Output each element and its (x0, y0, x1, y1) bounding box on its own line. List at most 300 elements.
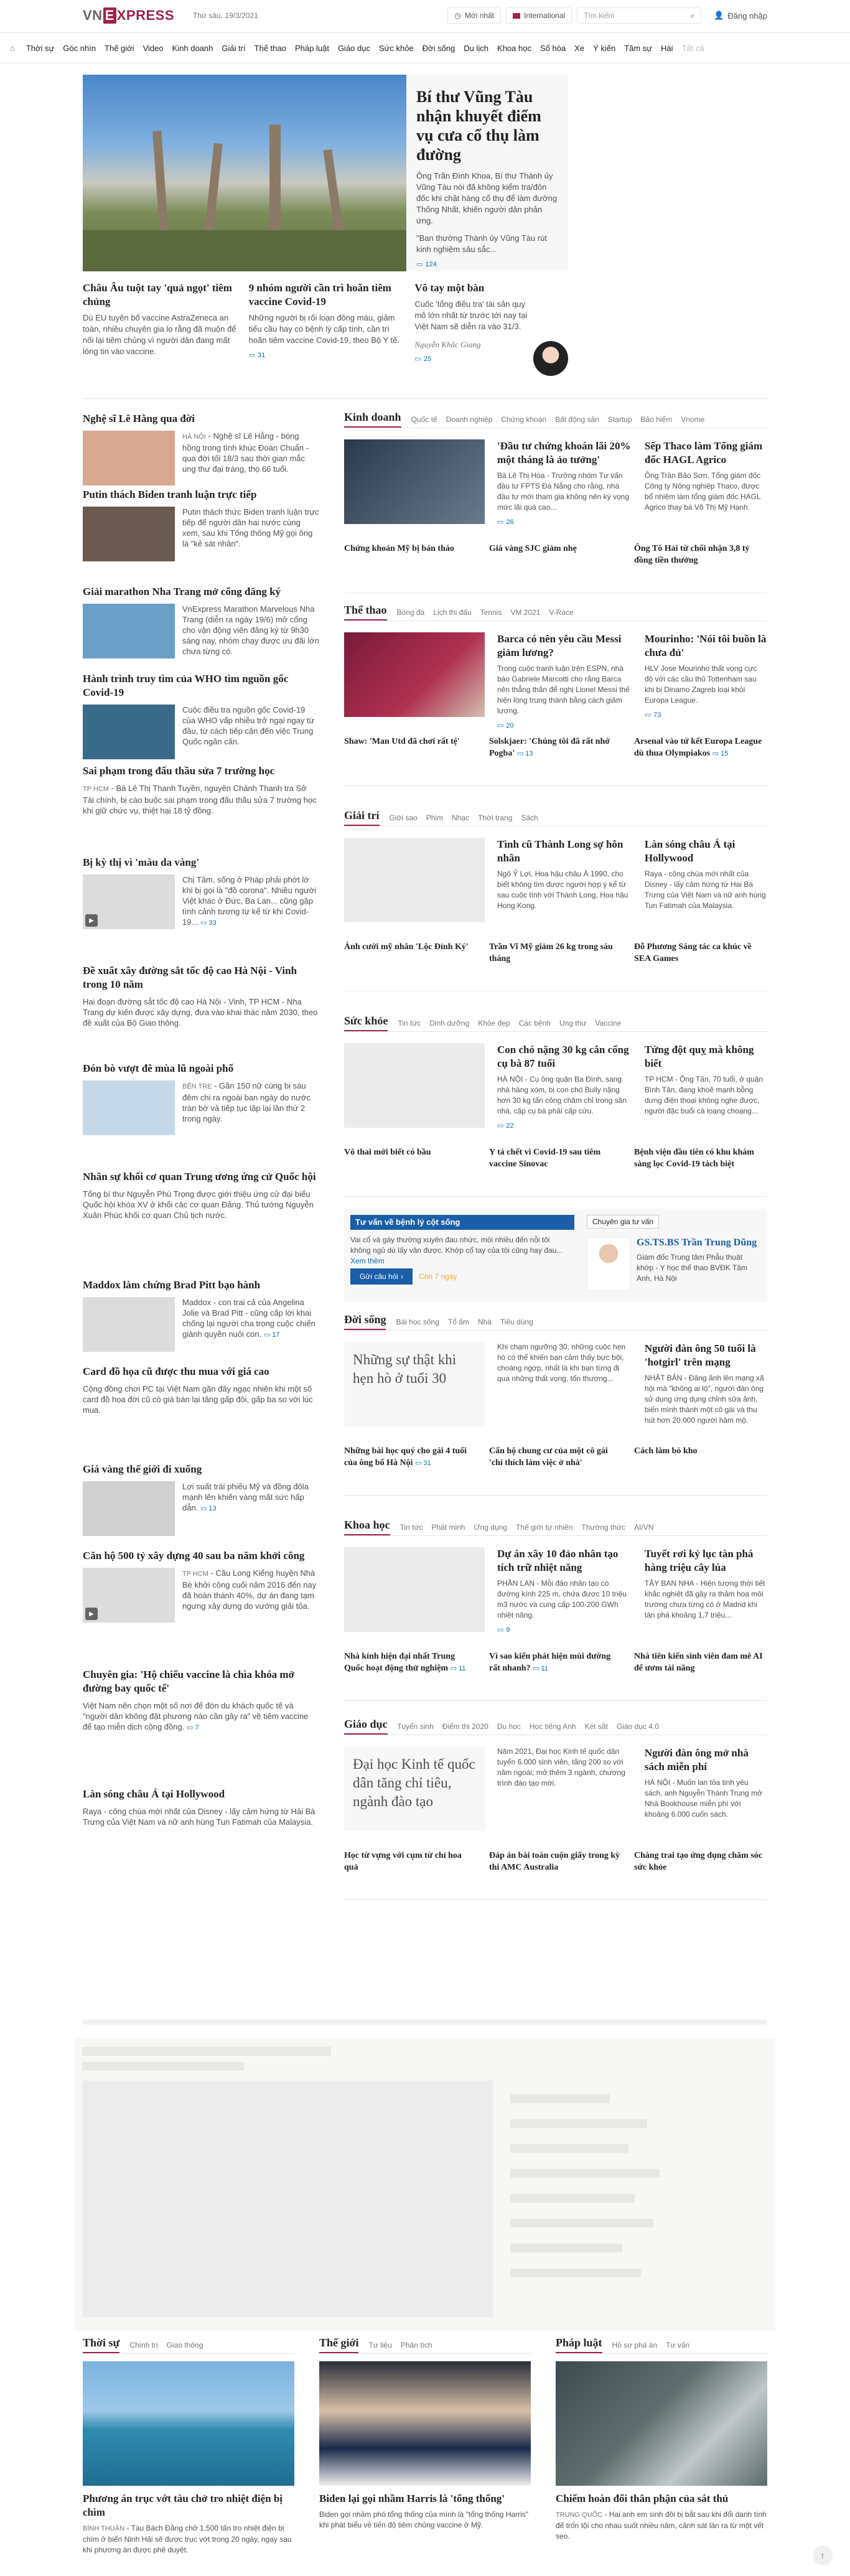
section-header-giaoduc (344, 1719, 767, 1735)
comment-icon: ▭ (200, 1504, 207, 1512)
section-title[interactable]: Giải trí (344, 809, 380, 826)
section-tab[interactable]: Tin tức (398, 1019, 421, 1028)
play-icon: ▶ (85, 914, 98, 927)
section-side-article[interactable]: Làn sóng châu Á tại Hollywood Raya - công chúa mới nhất của Disney - lấy cảm hứng từ Hai Bà Trưng của Việt Nam và nữ anh hùng Tun Fatimah của Malaysia. (645, 838, 767, 922)
bottom-section (556, 2338, 767, 2555)
section-link[interactable]: Bệnh viện đầu tiên có khu khám sàng lọc Covid-19 tách biệt (634, 1148, 754, 1169)
news-item[interactable] (83, 1062, 319, 1135)
consultation-title[interactable]: Tư vấn về bệnh lý cột sống (350, 1215, 574, 1230)
nav-item[interactable]: Sức khỏe (378, 43, 414, 53)
news-item[interactable] (83, 1278, 319, 1352)
comment-count[interactable]: ▭ 124 (416, 260, 437, 268)
section-tab[interactable]: Giao thông (166, 2341, 203, 2349)
section-link[interactable]: Nhà tiên kiến sinh viên đam mê AI để ươm tài năng (634, 1652, 763, 1673)
news-desc: Tổng bí thư Nguyễn Phú Trọng được giới thiệu ứng cử đại biểu Quốc hội khóa XV ở khối các cơ quan Đảng. Thủ tướng Nguyễn Xuân Phúc khối cơ quan Chủ tịch nước. (83, 1189, 314, 1220)
section-title[interactable]: Kinh doanh (344, 411, 401, 428)
news-item[interactable] (83, 488, 319, 561)
comment-icon: ▭ (533, 1665, 539, 1672)
news-item[interactable] (83, 1787, 319, 1827)
section-header-kinhdoanh (344, 412, 767, 428)
section-side-title[interactable]: Tuyết rơi kỷ lục tàn phá hàng triệu cây lúa (644, 1548, 754, 1573)
news-item[interactable] (83, 964, 319, 1028)
comment-count[interactable]: ▭ 31 (414, 1459, 431, 1467)
section-link[interactable]: Đỗ Phương Sáng tác ca khúc về SEA Games (634, 942, 752, 963)
bottom-sections (83, 2338, 767, 2555)
news-thumbnail[interactable] (83, 1297, 175, 1352)
section-side-title[interactable]: Làn sóng châu Á tại Hollywood (644, 838, 736, 864)
section-link[interactable]: Shaw: 'Man Utd đã chơi rất tệ' (344, 737, 460, 746)
section-body-giaitri (344, 838, 767, 922)
section-link[interactable]: Cách làm bò kho (634, 1446, 698, 1456)
comment-count[interactable]: ▭ 31 (248, 351, 266, 359)
vnexpress-logo[interactable]: VN E XPRESS (83, 7, 175, 23)
section-body-giaoduc (344, 1746, 767, 1831)
news-desc: Cuộc điều tra nguồn gốc Covid-19 của WHO vấp nhiều trở ngại ngay từ đầu, từ cách tiếp cận đến việc Trung Quốc ngăn cản. (182, 705, 315, 746)
comment-count[interactable]: ▭ 17 (263, 1331, 280, 1339)
home-icon[interactable]: ⌂ (10, 43, 15, 53)
comment-icon: ▭ (497, 518, 504, 526)
news-desc: Việt Nam nên chọn một số nơi để đón du khách quốc tế và "người dân không đặt phương nào cần gây ra" về tiêm vaccine để tạo miễn dịch cộng đồng. ▭ 7 (83, 1701, 309, 1732)
section-main-article[interactable]: Khi chạm ngưỡng 30, những cuộc hẹn hò có thể khiến bạn cảm thấy bực bội, choáng ngợp, nhất là khi bạn từng đi qua những thất vọng, tổn thương... (497, 1342, 626, 1383)
section-main-article[interactable]: Dự án xây 10 đảo nhân tạo tích trữ nhiệt năng PHẦN LAN - Mỗi đảo nhân tạo có đường kính 225 m, chứa được 10 triệu m3 nước và cung cấp 100-200 GWh nhiệt năng. ▭ 9 (497, 1547, 632, 1634)
section-links-thethao (344, 736, 767, 760)
news-desc: Lợi suất trái phiếu Mỹ và đồng đôla mạnh lên khiến vàng mất sức hấp dẫn. ▭ 13 (182, 1481, 309, 1512)
comment-icon: ▭ (414, 355, 421, 363)
section-tab[interactable]: Chính trị (129, 2341, 158, 2349)
comment-icon: ▭ (497, 1626, 504, 1634)
hero-image[interactable] (83, 75, 406, 271)
section-main-title[interactable]: Phương án trục vớt tàu chở tro nhiệt điện bị chìm (83, 2493, 283, 2518)
section-image[interactable] (319, 2361, 531, 2486)
news-item[interactable] (83, 856, 319, 929)
news-title[interactable]: Putin thách Biden tranh luận trực tiếp (83, 488, 257, 500)
author-name[interactable]: Nguyễn Khắc Giang (414, 340, 481, 349)
comment-count[interactable]: ▭ 15 (712, 750, 729, 757)
section-side-article[interactable]: Mourinho: 'Nói tôi buồn là chưa đủ' HLV Jose Mourinho thất vọng cực độ với các cầu thủ Tottenham sau khi bị Dinamo Zagreb loại khỏi Europa League. ▭ 73 (644, 633, 767, 719)
section-quote-box[interactable]: Đại học Kinh tế quốc dân tăng chỉ tiêu, ngành đào tạo (344, 1746, 485, 1831)
section-tab[interactable]: Điểm thi 2020 (442, 1722, 488, 1731)
section-tab[interactable]: Các bệnh (518, 1019, 551, 1028)
news-thumbnail[interactable] (83, 431, 175, 485)
news-desc: Maddox - con trai cả của Angelina Jolie và Brad Pitt - cũng cấp lời khai chống lại người cha trong cuộc chiến giành quyền nuôi con. ▭ 17 (182, 1298, 315, 1339)
section-link[interactable]: Chứng khoán Mỹ bị bán tháo (344, 544, 454, 553)
comment-icon: ▭ (263, 1331, 271, 1339)
section-title[interactable]: Thế giới (319, 2336, 358, 2353)
section-side-article[interactable]: Tuyết rơi kỷ lục tàn phá hàng triệu cây lúa TÂY BAN NHA - Hiện tượng thời tiết khắc nghiệt đã gây ra thảm hoạ môi trường chưa từng có ở Madrid khi tàn phá khoảng 1,7 triệu... (645, 1547, 767, 1634)
ask-question-button[interactable]: Gửi câu hỏi › (350, 1268, 413, 1285)
sub-article[interactable] (249, 281, 403, 363)
chevron-right-icon: › (401, 1272, 404, 1281)
news-item[interactable] (83, 764, 319, 816)
section-links-kinhdoanh (344, 543, 767, 566)
news-title[interactable]: Hành trình truy tìm của WHO tìm nguồn gốc Covid-19 (83, 672, 289, 698)
news-thumbnail[interactable] (83, 1481, 175, 1536)
section-links-giaitri (344, 941, 767, 965)
section-link[interactable]: Học từ vựng với cụm từ chỉ hoa quả (344, 1851, 462, 1872)
news-title[interactable]: Đón bò vượt đê mùa lũ ngoài phố (83, 1062, 234, 1074)
section-tab[interactable]: Bảo hiểm (640, 415, 673, 424)
days-remaining: Còn 7 ngày (419, 1272, 457, 1281)
news-desc: Raya - công chúa mới nhất của Disney - lấy cảm hứng từ Hải Bà Trưng của Việt Nam và nữ anh hùng Tun Fatimah của Malaysia. (83, 1806, 315, 1827)
section-link[interactable]: Y tá chết vì Covid-19 sau tiêm vaccine Sinovac (489, 1148, 601, 1169)
news-thumbnail[interactable] (83, 705, 175, 759)
news-thumbnail[interactable] (83, 874, 175, 929)
consultation-box (344, 1209, 767, 1302)
bottom-section (83, 2338, 294, 2555)
section-tab[interactable]: V-Race (549, 608, 574, 617)
section-link[interactable]: Nhà kính hiện đại nhất Trung Quốc hoạt động thử nghiệm ▭ 11 (344, 1652, 466, 1673)
author-avatar (533, 341, 568, 376)
comment-count[interactable]: ▭ 11 (533, 1665, 548, 1672)
section-main-desc: BÌNH THUẬN - Tàu Bách Đằng chở 1.500 tấn tro nhiệt điện bị chìm ở biển Ninh Hải sẽ được trục vớt trong 20 ngày, ngay sau khi phương án được phê duyệt. (83, 2524, 292, 2554)
nav-item[interactable]: Kinh doanh (172, 43, 213, 53)
nav-item[interactable]: Thể thao (254, 43, 286, 53)
section-tab[interactable]: Startup (607, 415, 632, 424)
news-thumbnail[interactable] (83, 1080, 175, 1135)
comment-count[interactable]: ▭ 25 (414, 355, 431, 363)
comment-icon: ▭ (186, 1724, 194, 1732)
news-location: BẾN TRE (182, 1083, 212, 1090)
opinion-article[interactable] (414, 281, 568, 363)
section-main-title[interactable]: Dự án xây 10 đảo nhân tạo tích trữ nhiệt năng (497, 1548, 619, 1573)
section-tab[interactable]: Tuyển sinh (397, 1722, 434, 1731)
section-main-article[interactable]: Năm 2021, Đại học Kinh tế quốc dân tuyển 6.000 sinh viên, tăng 200 so với năm ngoái; mở thêm 3 ngành, chương trình đào tạo mới. (497, 1747, 625, 1787)
section-image[interactable] (344, 838, 485, 922)
section-side-title[interactable]: Người đàn ông 50 tuổi là 'hotgirl' trên mạng (644, 1342, 756, 1368)
news-item[interactable] (83, 1365, 319, 1415)
bottom-section (319, 2338, 531, 2555)
header-date: Thứ sáu, 19/3/2021 (193, 11, 258, 20)
section-tab[interactable]: Tổ ấm (447, 1318, 469, 1326)
news-item[interactable] (83, 1463, 319, 1536)
news-title[interactable]: Làn sóng châu Á tại Hollywood (83, 1787, 225, 1800)
section-image[interactable] (344, 632, 485, 717)
section-main-article[interactable]: Tình cũ Thành Long sợ hôn nhân Ngô Ỷ Lợi, Hoa hậu châu Á 1990, cho biết không tìm được người hợp ý kể từ sau cuộc tình với Thành Long, Hoa hậu Hong Kong. (497, 838, 632, 922)
sub-article-desc: Dù EU tuyên bố vaccine AstraZeneca an toàn, nhiều chuyên gia lo rằng đã muộn để nối lại tiêm chủng vì người dân đang mất lòng tin vào vaccine. (83, 313, 236, 356)
comment-count[interactable]: ▭ 26 (497, 518, 514, 526)
section-main-desc: TRUNG QUỐC - Hai anh em sinh đôi bị bắt sau khi đổi danh tính để trốn tội cho nhau suốt nhiều năm, cảnh sát lần ra từ một vết sẹo. (556, 2510, 767, 2541)
news-title[interactable]: Giải marathon Nha Trang mở cổng đăng ký (83, 586, 281, 598)
nav-all[interactable]: Tất cả (681, 43, 704, 53)
view-more-link[interactable]: Xem thêm (350, 1257, 385, 1265)
section-side-title[interactable]: Tứng đột quỵ mà không biết (644, 1044, 754, 1069)
expert-photo (587, 1237, 630, 1291)
section-header-doisong (344, 1314, 767, 1331)
sub-article-desc: Cuốc 'tổng điều tra' tài sản quy mô lớn nhất từ trước tới nay tại Việt Nam sẽ diễn ra vào 31/3. (414, 299, 528, 331)
section-side-article[interactable]: Người đàn ông 50 tuổi là 'hotgirl' trên mạng NHẬT BẢN - Đăng ảnh lên mạng xã hội mà "không ai lộ", người đàn ông sử dụng ứng dụng chỉnh sửa ảnh, biến mình thành một cô gái và thu hút hơn 20.000 người hâm mộ. (645, 1342, 767, 1426)
expert-desc: Giám đốc Trung tâm Phẫu thuật khớp - Y học thể thao BVĐK Tâm Anh, Hà Nội (637, 1253, 747, 1283)
news-desc: Hai đoạn đường sắt tốc độ cao Hà Nội - Vinh, TP HCM - Nha Trang dự kiến được xây dựng, đưa vào khai thác năm 2030, theo đề xuất của Bộ Giao thông. (83, 997, 318, 1028)
section-tab[interactable]: Bóng đá (396, 608, 425, 617)
section-tab[interactable]: Dinh dưỡng (429, 1019, 470, 1028)
hero-text (406, 75, 568, 271)
section-tab[interactable]: Chứng khoán (501, 415, 547, 424)
section-tab[interactable]: Học tiếng Anh (529, 1722, 576, 1731)
section-main-title[interactable]: Barca có nên yêu cầu Messi giảm lương? (497, 633, 622, 658)
comment-icon: ▭ (248, 352, 256, 359)
section-main-title[interactable]: Chiếm hoàn đổi thân phận của sát thủ (556, 2493, 729, 2504)
section-main-title[interactable]: Biden lại gọi nhầm Harris là 'tổng thống' (319, 2493, 505, 2504)
section-tab[interactable]: Giới sao (389, 813, 418, 822)
search-input[interactable]: Tìm kiếm ⌕ (577, 7, 701, 24)
section-tab[interactable]: Thường thức (581, 1523, 626, 1532)
section-tab[interactable]: Bài học sống (396, 1318, 439, 1326)
section-tab[interactable]: Phim (426, 813, 444, 822)
international-button[interactable]: International (506, 7, 572, 24)
news-title[interactable]: Maddox làm chứng Brad Pitt bạo hành (83, 1279, 261, 1291)
comment-count[interactable]: ▭ 13 (516, 750, 533, 757)
section-title[interactable]: Khoa học (344, 1519, 390, 1535)
section-body-thethao (344, 632, 767, 729)
nav-item[interactable]: Giáo dục (337, 43, 370, 53)
section-tab[interactable]: Hồ sơ phá án (612, 2341, 658, 2349)
news-location: TP HCM (83, 785, 109, 793)
section-side-article[interactable]: Sếp Thaco làm Tổng giám đốc HAGL Agrico Ông Trần Bảo Sơn, Tổng giám đốc Công ty Nông nghiệp Thaco, được bổ nhiệm làm tổng giám đốc HAGL Agrico thay bà Võ Thị Mỹ Hạnh. (645, 439, 767, 526)
section-link[interactable]: Đáp án bài toán cuộn giấy trong kỳ thi AMC Australia (489, 1851, 620, 1872)
section-tab[interactable]: Két sắt (584, 1722, 608, 1731)
section-tab[interactable]: Tư vấn (666, 2341, 690, 2349)
sub-article-title[interactable]: 9 nhóm người cần trì hoãn tiêm vaccine Covid-19 (248, 282, 391, 307)
section-link[interactable]: Solskjaer: 'Chúng tôi đã rất nhớ Pogba' ▭ 13 (489, 737, 610, 758)
news-desc: TP HCM - Cầu Long Kiểng huyện Nhà Bè khởi công cuối năm 2016 đến nay đã hoàn thành 40%, dự án đang tạm ngưng xây dựng do vướng giải tỏa. (182, 1568, 317, 1611)
section-header-khoahoc (344, 1520, 767, 1536)
comment-icon: ▭ (416, 261, 423, 268)
section-side-title[interactable]: Mourinho: 'Nói tôi buồn là chưa đủ' (644, 633, 767, 658)
nav-item[interactable]: Thế giới (105, 43, 134, 53)
news-title[interactable]: Sai phạm trong đấu thầu sửa 7 trường học (83, 764, 275, 777)
section-tab[interactable]: Doanh nghiệp (446, 415, 493, 424)
section-body-kinhdoanh (344, 439, 767, 526)
news-location: TP HCM (182, 1570, 208, 1578)
section-link[interactable]: Giá vàng SJC giảm nhẹ (489, 544, 577, 553)
nav-item[interactable]: Số hóa (539, 43, 566, 53)
search-icon[interactable]: ⌕ (690, 11, 695, 20)
section-tab[interactable]: Khỏe đẹp (478, 1019, 510, 1028)
section-link[interactable]: Arsenal vào tứ kết Europa League dù thua Olympiakos ▭ 15 (634, 737, 762, 758)
news-thumbnail[interactable] (83, 507, 175, 561)
expert-info (637, 1237, 761, 1284)
section-image[interactable] (344, 1547, 485, 1632)
hero-article[interactable] (83, 75, 568, 271)
section-link[interactable]: Chàng trai tạo ứng dụng chăm sóc sức khỏe (634, 1851, 762, 1872)
section-body-khoahoc (344, 1547, 767, 1634)
section-tab[interactable]: Lịch thi đấu (433, 608, 472, 617)
nav-item[interactable]: Hài (661, 43, 673, 53)
expert-name[interactable]: GS.TS.BS Trần Trung Dũng (637, 1237, 757, 1248)
section-links-khoahoc (344, 1651, 767, 1675)
nav-item[interactable]: Xe (574, 43, 585, 53)
news-title[interactable]: Nhân sự khối cơ quan Trung ương ứng cử Quốc hội (83, 1171, 316, 1183)
section-link[interactable]: Trần Vĩ Mỹ giảm 26 kg trong sáu tháng (489, 942, 613, 963)
nav-item[interactable]: Tâm sự (624, 43, 653, 53)
clock-icon: ◷ (454, 11, 461, 20)
section-side-title[interactable]: Người đàn ông mở nhà sách miễn phí (644, 1747, 749, 1773)
section-tab[interactable]: Tin tức (399, 1523, 423, 1532)
section-link[interactable]: Ảnh cưới mỹ nhân 'Lộc Đỉnh Ký' (344, 942, 469, 952)
news-item[interactable] (83, 672, 319, 759)
consultation-desc: Vai cổ và gáy thường xuyên đau nhức, mỏi nhiều đến nỗi tôi không ngủ dù lấy vân được. Khớp cổ tay của tôi cũng hay đau... Xem thêm (350, 1235, 563, 1265)
section-main-desc: Biden gọi nhầm phó tổng thống của mình là "tổng thống Harris" khi phát biểu về tiến độ tiêm chủng vaccine ở Mỹ. (319, 2510, 529, 2529)
section-link[interactable]: Vô thai mới biết có bầu (344, 1148, 431, 1157)
section-main-title[interactable]: Tình cũ Thành Long sợ hôn nhân (497, 838, 623, 864)
section-tab[interactable]: Vaccine (595, 1019, 622, 1028)
news-desc: Putin thách thức Biden tranh luận trực tiếp để người dân hai nước cùng xem, sau khi Tổng thống Mỹ gọi ông là "kẻ sát nhân". (182, 507, 319, 548)
news-item[interactable] (83, 1549, 319, 1623)
section-tab[interactable]: Thời trang (478, 813, 513, 822)
section-tab[interactable]: Quốc tế (411, 415, 437, 424)
nav-item[interactable]: Video (142, 43, 164, 53)
section-side-title[interactable]: Sếp Thaco làm Tổng giám đốc HAGL Agrico (644, 440, 763, 466)
news-thumbnail[interactable] (83, 1568, 175, 1623)
section-quote-box[interactable]: Những sự thật khi hẹn hò ở tuổi 30 (344, 1342, 485, 1426)
comment-count[interactable]: ▭ 13 (200, 1504, 217, 1512)
comment-icon: ▭ (712, 750, 719, 757)
news-title[interactable]: Căn hộ 500 tỷ xây dựng 40 sau ba năm khởi công (83, 1550, 305, 1562)
comment-icon: ▭ (644, 711, 652, 719)
news-desc: VnExpress Marathon Marvelous Nha Trang (diễn ra ngày 19/6) mở cổng cho vận động viên đăng ký từ 9h30 sáng nay, nhóm chạy được ưu đãi lớn chưa từng có. (182, 604, 319, 657)
section-tab[interactable]: Thế giới tự nhiên (516, 1523, 573, 1532)
section-links-suckhoe (344, 1146, 767, 1170)
section-tab[interactable]: Phân tích (400, 2341, 432, 2349)
comment-icon: ▭ (516, 750, 524, 757)
nav-item[interactable]: Góc nhìn (63, 43, 96, 53)
comment-count[interactable]: ▭ 33 (200, 919, 217, 927)
section-side-article[interactable]: Tứng đột quỵ mà không biết TP HCM - Ông Tấn, 70 tuổi, ở quận Bình Tân, đang khoẻ mạnh bỗng dưng điện thoại không nghe được, người đặc buổi cà loạng choạng... (645, 1043, 767, 1130)
section-link[interactable]: Vì sao kiến phát hiện mùi đường rất nhanh? ▭ 11 (489, 1652, 611, 1673)
section-tab[interactable]: Tennis (480, 608, 502, 617)
comment-count[interactable]: ▭ 73 (644, 711, 661, 719)
play-icon: ▶ (85, 1608, 98, 1620)
news-desc: HÀ NỘI - Nghệ sĩ Lê Hằng - bóng hồng trong tình khúc Đoàn Chuẩn - qua đời tối 18/3 sau thời gian mắc ung thư đại tràng, thọ 66 tuổi. (182, 431, 309, 474)
comment-icon: ▭ (200, 919, 207, 927)
section-image[interactable] (83, 2361, 294, 2486)
comment-count[interactable]: ▭ 7 (186, 1724, 199, 1732)
section-tab[interactable]: Ứng dụng (474, 1523, 508, 1532)
section-link[interactable]: Ông Tô Hải từ chối nhận 3,8 tỷ đồng tiền thưởng (634, 544, 750, 565)
section-image[interactable] (344, 1043, 485, 1128)
comment-icon: ▭ (497, 722, 504, 729)
news-title[interactable]: Chuyên gia: 'Hộ chiếu vaccine là chìa khóa mở đường bay quốc tế' (83, 1669, 294, 1695)
news-thumbnail[interactable] (83, 604, 175, 658)
comment-icon: ▭ (497, 1122, 504, 1130)
section-main-article[interactable]: Barca có nên yêu cầu Messi giảm lương? Trong cuộc tranh luận trên ESPN, nhà báo Gabriele Marcotti cho rằng Barca nên thẳng thắn để nghị Lionel Messi thế hiện lòng trung thành bằng cách giảm lương. ▭ 20 (497, 632, 632, 729)
comment-count[interactable]: ▭ 20 (497, 721, 514, 729)
comment-icon: ▭ (450, 1665, 457, 1672)
nav-item[interactable]: Thời sự (26, 43, 55, 53)
section-tab[interactable]: Vnome (681, 415, 705, 424)
sub-article[interactable] (83, 281, 236, 363)
news-title[interactable]: Card đồ họa cũ được thu mua với giá cao (83, 1365, 269, 1378)
placeholder-image (82, 2081, 493, 2317)
flag-icon (513, 13, 520, 19)
nav-item[interactable]: Du lịch (464, 43, 489, 53)
news-item[interactable] (83, 1170, 319, 1220)
top-header (0, 0, 850, 32)
section-link[interactable]: Cấn hộ chung cư của một cô gái 'chỉ thích làm việc ở nhà' (489, 1446, 608, 1468)
expert-label: Chuyên gia tư vấn (587, 1215, 659, 1229)
sub-article-title[interactable]: Châu Âu tuột tay 'quả ngọt' tiêm chủng (83, 282, 232, 307)
section-main-article[interactable]: Con chó nặng 30 kg cắn cổng cụ bà 87 tuổi HÀ NỘI - Cụ ông quận Ba Đình, sang nhà hàng xóm, bị con chó Bully nặng hơn 30 kg tấn công chăm chỉ trong sân nhà, cặp cụ bà phải cấp cứu. ▭ 22 (497, 1043, 632, 1130)
section-header-thethao (344, 605, 767, 621)
section-image[interactable] (344, 439, 485, 524)
news-title[interactable]: Nghệ sĩ Lê Hằng qua đời (83, 413, 195, 424)
arrow-up-icon: ↑ (820, 2550, 825, 2560)
section-tab[interactable]: Giáo dục 4.0 (616, 1722, 659, 1731)
news-title[interactable]: Đề xuất xây đường sắt tốc độ cao Hà Nội - Vinh trong 10 năm (83, 965, 297, 991)
section-links-giaoduc (344, 1850, 767, 1873)
comment-count[interactable]: ▭ 11 (450, 1665, 466, 1672)
news-desc: BẾN TRE - Gần 150 nữ cùng bị sáu đêm chi ra ngoài ban ngày do nước tràn bờ và tiếp tục lập lại lần thứ 2 trong ngày. (182, 1081, 311, 1123)
nav-item[interactable]: Pháp luật (295, 43, 329, 53)
section-main-article[interactable]: 'Đầu tư chứng khoán lãi 20% một tháng là ảo tưởng' Bà Lê Thị Hòa - Trưởng nhóm Tư vấn đầu tư FPTS Đà Nẵng cho rằng, nhà đầu tư mới tham gia không nên kỳ vọng mức lãi quá cao... ▭ 26 (497, 439, 632, 526)
section-tab[interactable]: Phát minh (431, 1523, 465, 1532)
comment-icon: ▭ (414, 1459, 422, 1467)
section-tab[interactable]: Du học (497, 1722, 521, 1731)
section-header-suckhoe (344, 1016, 767, 1032)
section-tab[interactable]: Ung thư (559, 1019, 587, 1028)
section-image[interactable] (556, 2361, 767, 2486)
section-main-title[interactable]: 'Đầu tư chứng khoán lãi 20% một tháng là ảo tưởng' (497, 440, 631, 466)
section-tab[interactable]: Nhà (477, 1318, 492, 1326)
section-main-title[interactable]: Con chó nặng 30 kg cắn cổng cụ bà 87 tuổi (497, 1044, 629, 1069)
section-tab[interactable]: AI/VN (634, 1523, 654, 1532)
nav-item[interactable]: Ý kiến (593, 43, 616, 53)
section-tab[interactable]: Tiêu dùng (500, 1318, 533, 1326)
news-item[interactable] (83, 585, 319, 658)
section-title[interactable]: Giáo dục (344, 1718, 388, 1735)
news-desc: Cộng đồng chơi PC tại Việt Nam gần đây ngạc nhiên khi một số card đồ họa đời cũ có giá bán lại tăng gấp đôi, gấp ba so với lúc mua. (83, 1384, 313, 1415)
news-location: HÀ NỘI (182, 433, 206, 441)
section-tab[interactable]: Sách (521, 813, 538, 822)
section-title[interactable]: Thể thao (344, 604, 387, 621)
news-title[interactable]: Bị kỳ thị vì 'màu da vàng' (83, 856, 200, 869)
news-title[interactable]: Giá vàng thế giới đi xuống (83, 1463, 202, 1475)
latest-news-button[interactable]: ◷ Mới nhất (447, 7, 501, 24)
section-header-giaitri (344, 810, 767, 827)
section-side-article[interactable]: Người đàn ông mở nhà sách miễn phí HÀ NỘI - Muốn lan tỏa tinh yêu sách, anh Nguyễn Thành Trung mở Nhà Bookhouse miễn phí với khoảng 6.000 cuốn sách. (645, 1746, 767, 1831)
hero-quote: "Ban thường Thành ủy Vũng Tàu rút kinh nghiệm sâu sắc... (416, 233, 547, 254)
section-title[interactable]: Pháp luật (556, 2336, 602, 2353)
hero-title[interactable]: Bí thư Vũng Tàu nhận khuyết điểm vụ cưa cổ thụ làm đường (416, 88, 541, 164)
section-link[interactable]: Những bài học quý cho gái 4 tuổi của ông bố Hà Nội ▭ 31 (344, 1446, 467, 1468)
nav-item[interactable]: Khoa học (497, 43, 531, 53)
section-tab[interactable]: Tư liệu (368, 2341, 392, 2349)
section-body-doisong (344, 1342, 767, 1426)
news-item[interactable] (83, 1668, 319, 1733)
nav-item[interactable]: Đời sống (422, 43, 455, 53)
sub-article-title[interactable]: Vô tay một bàn (414, 282, 485, 294)
user-icon: 👤 (714, 11, 724, 20)
section-title[interactable]: Sức khỏe (344, 1014, 388, 1031)
hero-desc: Ông Trần Đình Khoa, Bí thư Thành ủy Vũng Tàu nói đã không kiểm tra/đôn đốc khi chặt hàng cổ thụ để làm đường Thống Nhất, khiến người dân phản ứng. (416, 171, 558, 225)
login-button[interactable]: 👤 Đăng nhập (714, 11, 767, 21)
comment-count[interactable]: ▭ 22 (497, 1122, 514, 1130)
comment-count[interactable]: ▭ 9 (497, 1626, 510, 1634)
news-desc: Chị Tâm, sống ở Pháp phải phớt lờ khi bị gọi là "đồ corona". Nhiều người Việt khác ở Đức, Ba Lan... cũng gặp tình cảnh tương tự kể từ khi Covid-19... ▭ 33 (182, 875, 317, 927)
section-tab[interactable]: Bất động sản (555, 415, 599, 424)
news-desc: TP HCM - Bà Lê Thị Thanh Tuyền, nguyên Chánh Thanh tra Sở Tài chính, bị cáo buộc sai phạm trong đấu thầu sửa 7 trường học khi giữ chức vụ, thiệt hại 18 tỷ đồng. (83, 783, 317, 815)
main-nav (0, 32, 850, 63)
sub-article-desc: Những người bị rối loạn đông máu, giảm tiểu cầu hay có bệnh lý cấp tính, cần trì hoãn tiêm vaccine Covid-19, theo Bộ Y tế. (248, 313, 400, 345)
nav-item[interactable]: Giải trí (222, 43, 246, 53)
scroll-top-button[interactable] (813, 2546, 833, 2565)
section-title[interactable]: Thời sự (83, 2336, 119, 2353)
section-title[interactable]: Đời sống (344, 1313, 386, 1330)
section-links-doisong (344, 1445, 767, 1469)
news-item[interactable] (83, 412, 319, 485)
section-tab[interactable]: Nhạc (452, 813, 470, 822)
section-tab[interactable]: VM 2021 (510, 608, 541, 617)
